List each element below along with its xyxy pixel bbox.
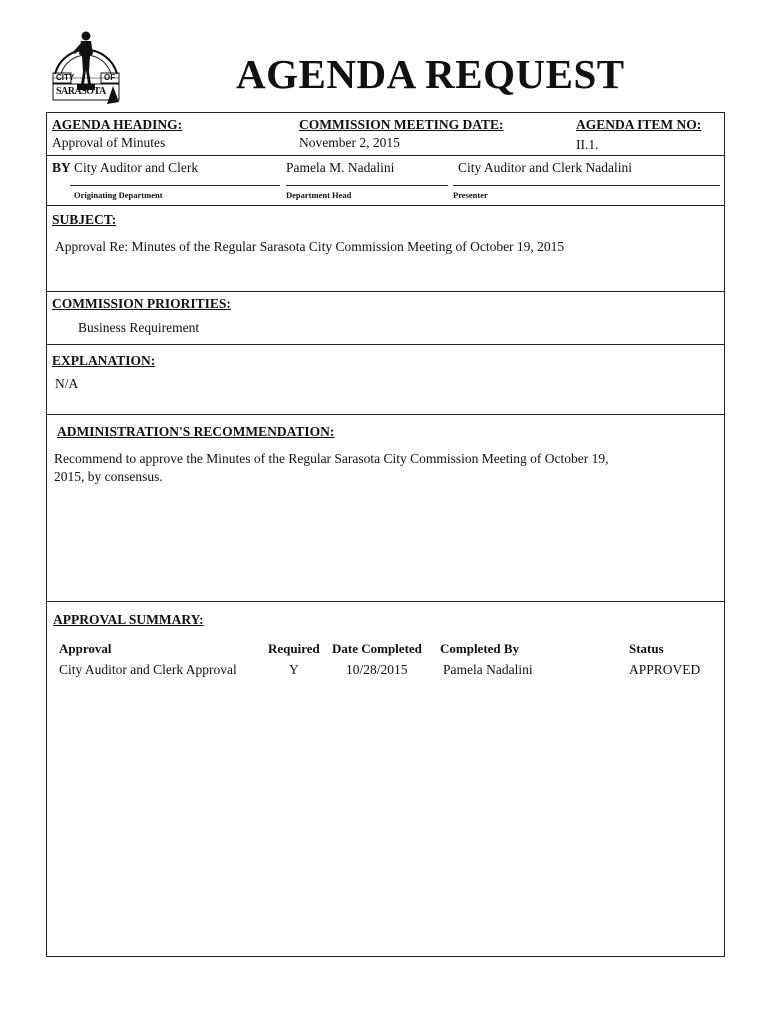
presenter-underline xyxy=(453,185,720,186)
explanation-label: EXPLANATION: xyxy=(52,353,156,368)
logo-sarasota-text: SARASOTA xyxy=(56,86,106,97)
column-header-date-completed: Date Completed xyxy=(332,641,422,656)
subject-text: Approval Re: Minutes of the Regular Sarasota City Commission Meeting of October 19, 2015 xyxy=(55,239,565,254)
agenda-item-no-label: AGENDA ITEM NO: xyxy=(576,117,702,132)
commission-priorities-text: Business Requirement xyxy=(78,320,200,335)
column-header-status: Status xyxy=(629,641,664,656)
approval-row-date-completed: 10/28/2015 xyxy=(346,662,408,677)
divider-header xyxy=(46,155,725,156)
department-head-caption: Department Head xyxy=(286,190,352,200)
originating-department-underline xyxy=(70,185,280,186)
logo-city-text: CITY xyxy=(56,73,75,82)
divider-by xyxy=(46,205,725,206)
divider-priorities xyxy=(46,344,725,345)
column-header-approval: Approval xyxy=(59,641,112,656)
recommendation-line-2: 2015, by consensus. xyxy=(54,469,163,484)
agenda-heading-value: Approval of Minutes xyxy=(52,135,166,150)
meeting-date-value: November 2, 2015 xyxy=(299,135,400,150)
approval-row-required: Y xyxy=(289,662,299,677)
divider-explanation xyxy=(46,414,725,415)
column-header-completed-by: Completed By xyxy=(440,641,520,656)
originating-department-caption: Originating Department xyxy=(74,190,163,200)
agenda-heading-label: AGENDA HEADING: xyxy=(52,117,183,132)
approval-row-status: APPROVED xyxy=(629,662,701,677)
column-header-required: Required xyxy=(268,641,320,656)
logo-of-text: OF xyxy=(104,73,116,82)
meeting-date-label: COMMISSION MEETING DATE: xyxy=(299,117,504,132)
agenda-item-no-value: II.1. xyxy=(576,137,599,152)
subject-label: SUBJECT: xyxy=(52,212,117,227)
commission-priorities-label: COMMISSION PRIORITIES: xyxy=(52,296,231,311)
divider-recommendation xyxy=(46,601,725,602)
presenter-value: City Auditor and Clerk Nadalini xyxy=(458,160,632,175)
divider-subject xyxy=(46,291,725,292)
page-title: AGENDA REQUEST xyxy=(236,51,625,97)
presenter-caption: Presenter xyxy=(453,190,488,200)
recommendation-line-1: Recommend to approve the Minutes of the Regular Sarasota City Commission Meeting of October 19, xyxy=(54,451,609,466)
originating-department-value: City Auditor and Clerk xyxy=(74,160,199,175)
approval-row-name: City Auditor and Clerk Approval xyxy=(59,662,237,677)
approval-summary-label: APPROVAL SUMMARY: xyxy=(53,612,204,627)
by-label: BY xyxy=(52,160,71,175)
city-logo xyxy=(47,22,125,106)
explanation-text: N/A xyxy=(55,376,79,391)
recommendation-label: ADMINISTRATION'S RECOMMENDATION: xyxy=(57,424,335,439)
department-head-value: Pamela M. Nadalini xyxy=(286,160,395,175)
department-head-underline xyxy=(286,185,448,186)
approval-row-completed-by: Pamela Nadalini xyxy=(443,662,533,677)
